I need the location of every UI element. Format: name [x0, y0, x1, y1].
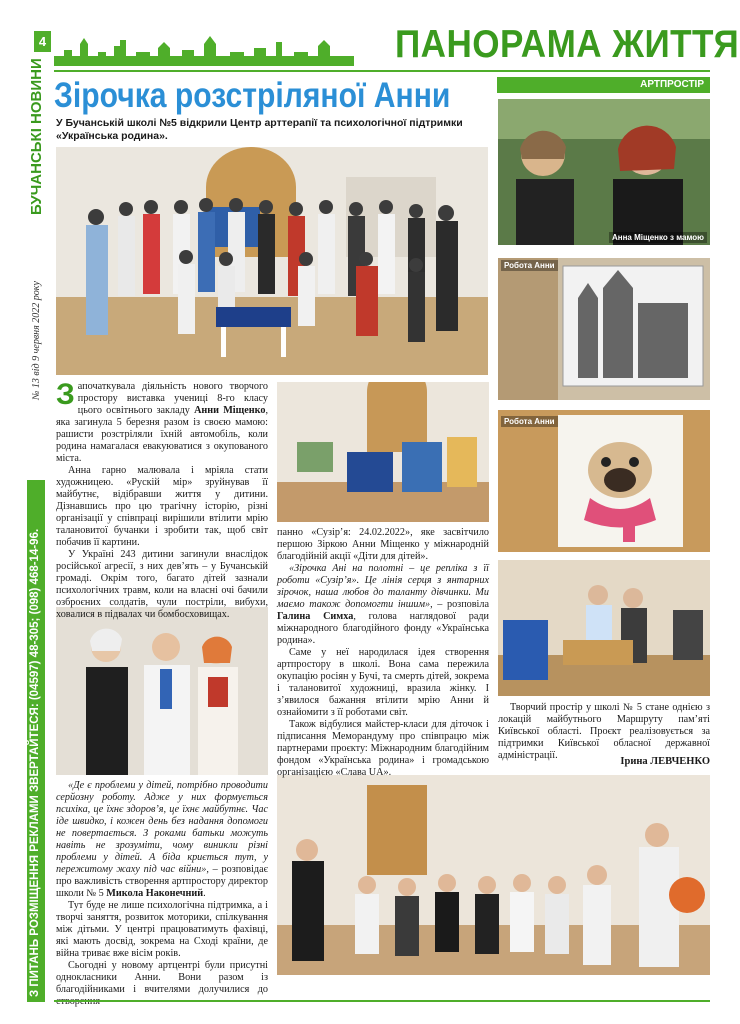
photo-creative-space [498, 560, 710, 696]
group-photo [56, 147, 488, 375]
article-headline: Зірочка розстріляної Анни [54, 76, 451, 115]
col2-paragraph-3: Саме у неї народилася ідея створення артпростору в школі. Вона сама пережила окупацію росіян у Бучі, та смерть дітей, зокрема і талановитої художниці, вразила жінку. І з’явилося бажання втілити мрію Анни й ознайомити з її роботами світ. [277, 647, 489, 718]
footer-rule [54, 1000, 710, 1002]
col4-paragraph-1: Творчий простір у школі № 5 стане однією з локацій майбутнього Маршруту пам’яті Київської області. Проєкт реалізовується за підтримки Київської обласної державної адміністрації. [498, 702, 710, 761]
col2-p2-text-end: , голова наглядової ради міжнародного благодійного фонду «Українська родина». [277, 611, 489, 646]
col3-p1-text: , – розповідає про важливість створення артпростору директор школи № 5 [56, 864, 268, 899]
person-name-anna: Анни Міщенко [194, 405, 266, 416]
page-number: 4 [34, 31, 51, 52]
col2-paragraph-2 [277, 563, 489, 647]
photo-anna-work-castle [498, 258, 710, 400]
col2-p2-text: , – розповіла [430, 599, 489, 610]
col1-p1-text-end: , яка загинула 5 березня разом із своєю мамою: рашисти розстріляли їхній автомобіль, коли родина намагалася евакуюватися з окупованого міста. [56, 405, 269, 464]
col1-paragraph-3: У Україні 243 дитини загинули внаслідок російської агресії, з них дев’ять – у Бучанській громаді. Окрім того, багато дітей зазнали психологічних травм, коли на власні очі бачили озброєних солдатів, чули постріли, вибухи, ховалися в підвалах чи бомбосховищах. [56, 549, 268, 620]
col3-paragraph-2: Тут буде не лише психологічна підтримка, а і творчі заняття, розвиток моторики, спілкування між дітьми. У центрі працюватимуть фахівці, які мають досвід, зокрема на Сході країни, де війна триває вже вісім років. [56, 900, 268, 959]
author-signature: Ірина ЛЕВЧЕНКО [620, 756, 710, 767]
col2-paragraph-1: панно «Сузір’я: 24.02.2022», яке засвітчило першою Зіркою Анни Міщенко у міжнародній благодійній акції «Діти для дітей». [277, 527, 489, 562]
section-title: ПАНОРАМА ЖИТТЯ [395, 23, 740, 66]
caption-anna-work-1: Робота Анни [501, 260, 558, 271]
col3-paragraph-3: Сьогодні у новому артцентрі були присутні однокласники Анни. Вони разом із благодійниками і вчителями долучилися до [56, 960, 268, 995]
ad-contact-text: З ПИТАНЬ РОЗМІЩЕННЯ РЕКЛАМИ ЗВЕРТАЙТЕСЯ: (04597) 48-305; (098) 468-14-96. [29, 528, 41, 997]
article-column-1 [56, 378, 269, 621]
caption-anna-with-mother: Анна Міщенко з мамою [609, 232, 707, 243]
col3-p1-text-end: . [203, 888, 206, 899]
article-column-2 [277, 527, 489, 779]
col1-p1-text: апочаткувала діяльність нового творчого простору виставка учениці 8-го класу цього освітнього закладу [77, 381, 268, 416]
rubric-label: АРТПРОСТІР [497, 77, 710, 93]
caption-anna-work-2: Робота Анни [501, 416, 558, 427]
col3-paragraph-1 [56, 780, 268, 900]
city-skyline-logo [54, 26, 354, 66]
col1-paragraph-1 [56, 378, 269, 465]
header-rule [54, 70, 710, 72]
issue-dateline: № 13 від 9 червня 2022 року [31, 281, 42, 400]
photo-officials [56, 607, 268, 775]
col3-quote: «Де є проблеми у дітей, потрібно проводити серйозну роботу. Адже у них формується психіка, це їхнє здоров’я, це їхнє майбутнє. Час іде швидко, і кожен день без надання допомоги не повертається. З роками батьки можуть навіть не зрозуміти, чому виникли різні проблеми у дітей. А біда криється тут, у пережитому жаху під час війни» [56, 780, 268, 875]
article-lead: У Бучанській школі №5 відкрили Центр арттерапії та психологічної підтримки «Українська родина». [56, 117, 463, 142]
col2-quote: «Зірочка Ані на полотні – це репліка з її роботи «Сузір’я». Це лінія серця з янтарних зірочок, наша любов до таланту дівчинки. Ми маємо також допомогти іншим» [277, 563, 489, 610]
col2-paragraph-4: Також відбулися майстер-класи для діточок і підписання Меморандуму про співпрацю між партнерами проєкту: Міжнародним благодійним фондом «Українська родина» і громадською організацією «Слава UA». [277, 719, 489, 778]
photo-anna-work-pug [498, 410, 710, 552]
photo-exhibition-room [277, 382, 489, 522]
person-name-galyna: Галина Симха [277, 611, 354, 622]
newspaper-brand: БУЧАНСЬКІ НОВИНИ [28, 58, 45, 215]
photo-anna-with-mother [498, 99, 710, 245]
col1-paragraph-2: Анна гарно малювала і мріяла стати художницею. «Рускій мір» зруйнував її майбутнє, відібравши життя у дитини. Дізнавшись про цю трагічну історію, різні організації у співпраці вирішили втілити мрію талановитої бучанки і зробити так, щоб світ побачив її картини. [56, 465, 268, 548]
photo-master-class [277, 775, 710, 975]
article-column-3 [56, 780, 268, 1008]
person-name-mykola: Микола Наконечний [106, 888, 204, 899]
drop-cap: З [56, 378, 75, 411]
article-column-4 [498, 702, 710, 762]
